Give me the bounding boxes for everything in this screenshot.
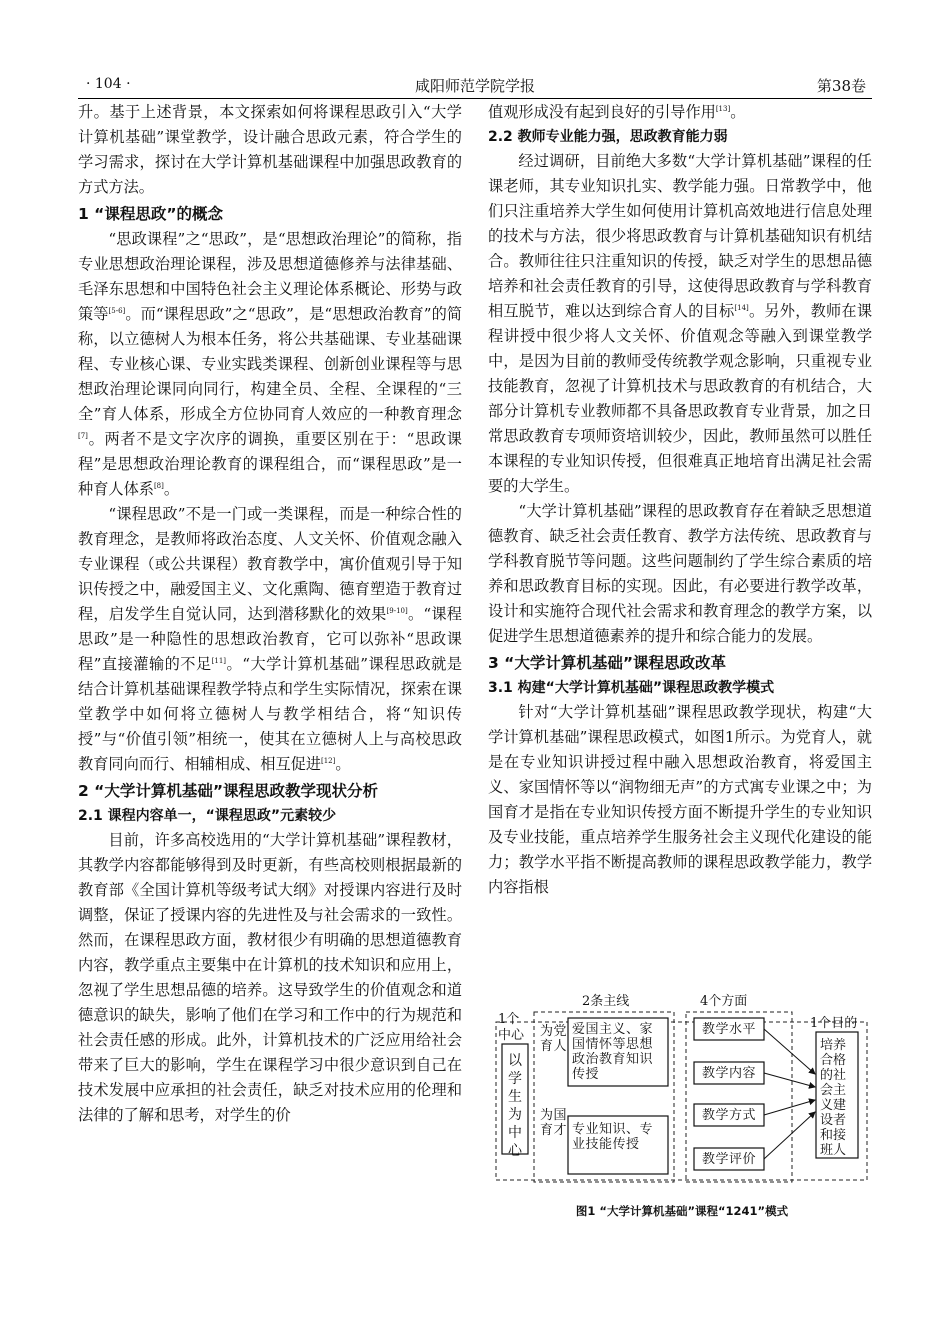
left-column bbox=[78, 100, 462, 1128]
goal-text: 培养合格的社会主义建设者和接班人 bbox=[820, 1038, 847, 1158]
subsection-heading-2-1: 2.1 课程内容单一，“课程思政”元素较少 bbox=[78, 808, 337, 824]
aspect-teaching-content: 教学内容 bbox=[701, 1066, 756, 1081]
aspect-teaching-level: 教学水平 bbox=[701, 1022, 756, 1037]
paragraph: 值观形成没有起到良好的引导作用[13]。 bbox=[488, 103, 746, 121]
line2-label: 为国育才 bbox=[540, 1108, 568, 1138]
paragraph: 经过调研，目前绝大多数“大学计算机基础”课程的任课老师，其专业知识扎实、教学能力强。日常教学中，他们只注重培养大学生如何使用计算机高效地进行信息处理的技术与方法，很少将思政教育与计算机基础知识有机结合。教师往往只注重知识的传授，缺乏对学生的思想品德培养和社会责任教育的引导，这使得思政教育与学科教育相互脱节，难以达到综合育人的目标[14]。另外，教师在课程讲授中很少将人文关怀、价值观念等融入到课堂教学中，是因为目前的教师受传统教学观念影响，只重视专业技能教育，忽视了计算机技术与思政教育的有机结合，大部分计算机专业教师都不具备思政教育专业背景，加之日常思政教育专项师资培训较少，因此，教师虽然可以胜任本课程的专业知识传授，但很难真正地培育出满足社会需要的大学生。 bbox=[488, 152, 873, 495]
citation: [13] bbox=[715, 104, 731, 113]
citation: [14] bbox=[734, 303, 749, 312]
page-number: · 104 · bbox=[86, 76, 131, 92]
citation: [9-10] bbox=[386, 606, 408, 615]
header-rule bbox=[78, 98, 872, 99]
paragraph: 目前，许多高校选用的“大学计算机基础”课程教材，其教学内容都能够得到及时更新，有些高校则根据最新的教育部《全国计算机等级考试大纲》对授课内容进行及时调整，保证了授课内容的先进性及与社会需求的一致性。然而，在课程思政方面，教材很少有明确的思想道德教育内容，教学重点主要集中在计算机的技术知识和应用上，忽视了学生思想品德的培养。这导致学生的价值观念和道德意识的缺失，影响了他们在学习和工作中的行为规范和社会责任感的形成。此外，计算机技术的广泛应用给社会带来了巨大的影响，学生在课程学习中很少意识到自己在技术发展中应承担的社会责任，缺乏对技术应用的伦理和法律的了解和思考，对学生的价 bbox=[78, 831, 462, 1124]
volume-label: 第38卷 bbox=[816, 77, 866, 95]
citation: [12] bbox=[321, 756, 336, 765]
figure-1241-model bbox=[490, 992, 874, 1222]
paragraph: “思政课程”之“思政”，是“思想政治理论”的简称，指专业思想政治理论课程，涉及思想道德修养与法律基础、毛泽东思想和中国特色社会主义理论体系概论、形势与政策等[5-6]。而“课程思政”之“思政”，是“思想政治教育”的简称，以立德树人为根本任务，将公共基础课、专业基础课程、专业核心课、专业实践类课程、创新创业课程等与思想政治理论课同向同行，构建全员、全程、全课程的“三全”育人体系，形成全方位协同育人效应的一种教育理念[7]。两者不是文字次序的调换，重要区别在于：“思政课程”是思想政治理论教育的课程组合，而“课程思政”是一种育人体系[8]。 bbox=[78, 230, 463, 498]
section-heading-3: 3 “大学计算机基础”课程思政改革 bbox=[488, 654, 727, 672]
citation: [5-6] bbox=[108, 306, 126, 315]
line1-label: 为党育人 bbox=[540, 1024, 568, 1054]
aspect-teaching-evaluation: 教学评价 bbox=[701, 1152, 756, 1167]
right-column bbox=[488, 100, 872, 900]
citation: [8] bbox=[153, 481, 164, 490]
label-two-main-lines: 2条主线 bbox=[582, 994, 630, 1009]
center-box-text: 以学生为中心 bbox=[508, 1053, 522, 1159]
aspect-teaching-method: 教学方式 bbox=[701, 1108, 756, 1123]
subsection-heading-2-2: 2.2 教师专业能力强，思政教育能力弱 bbox=[488, 129, 728, 145]
paragraph: 升。基于上述背景，本文探索如何将课程思政引入“大学计算机基础”课堂教学，设计融合思政元素，符合学生的学习需求，探讨在大学计算机基础课程中加强思政教育的方式方法。 bbox=[78, 103, 462, 196]
section-heading-1: 1 “课程思政”的概念 bbox=[78, 205, 224, 223]
citation: [11] bbox=[211, 656, 227, 665]
paragraph: “课程思政”不是一门或一类课程，而是一种综合性的教育理念，是教师将政治态度、人文关怀、价值观念融入专业课程（或公共课程）教育教学中，寓价值观引导于知识传授之中，融爱国主义、文化熏陶、德育塑造于教育过程，启发学生自觉认同，达到潜移默化的效果[9-10]。“课程思政”是一种隐性的思想政治教育，它可以弥补“思政课程”直接灌输的不足[11]。“大学计算机基础”课程思政就是结合计算机基础课程教学特点和学生实际情况，探索在课堂教学中如何将立德树人与教学相结合，将“知识传授”与“价值引领”相统一，使其在立德树人上与高校思政教育同向而行、相辅相成、相互促进[12]。 bbox=[78, 505, 463, 773]
paragraph: 针对“大学计算机基础”课程思政教学现状，构建“大学计算机基础”课程思政模式，如图1所示。为党育人，就是在专业知识讲授过程中融入思想政治教育，将爱国主义、家国情怀等以“润物细无声”的方式寓专业课之中；为国育才是指在专业知识传授方面不断提升学生的专业知识及专业技能，重点培养学生服务社会主义现代化建设的能力；教学水平指不断提高教师的课程思政教学能力，教学内容指根 bbox=[488, 703, 872, 896]
label-four-aspects: 4个方面 bbox=[700, 994, 748, 1009]
line2-content: 专业知识、专业技能传授 bbox=[572, 1122, 654, 1152]
paragraph: “大学计算机基础”课程的思政教育存在着缺乏思想道德教育、缺乏社会责任教育、教学方法传统、思政教育与学科教育脱节等问题。这些问题制约了学生综合素质的培养和思政教育目标的实现。因此，有必要进行教学改革，设计和实施符合现代社会需求和教育理念的教学方案，以促进学生思想道德素养的提升和综合能力的发展。 bbox=[488, 502, 872, 645]
page-header bbox=[78, 72, 872, 100]
label-one-center: 1个 中心 bbox=[498, 1012, 525, 1043]
subsection-heading-3-1: 3.1 构建“大学计算机基础”课程思政教学模式 bbox=[488, 680, 775, 696]
figure-caption: 图1 “大学计算机基础”课程“1241”模式 bbox=[575, 1204, 789, 1218]
label-one-goal: 1个目的 bbox=[810, 1016, 858, 1031]
line1-content: 爱国主义、家国情怀等思想政治教育知识传授 bbox=[572, 1022, 654, 1082]
journal-title: 咸阳师范学院学报 bbox=[414, 77, 535, 95]
citation: [7] bbox=[78, 431, 88, 440]
section-heading-2: 2 “大学计算机基础”课程思政教学现状分析 bbox=[78, 782, 379, 800]
